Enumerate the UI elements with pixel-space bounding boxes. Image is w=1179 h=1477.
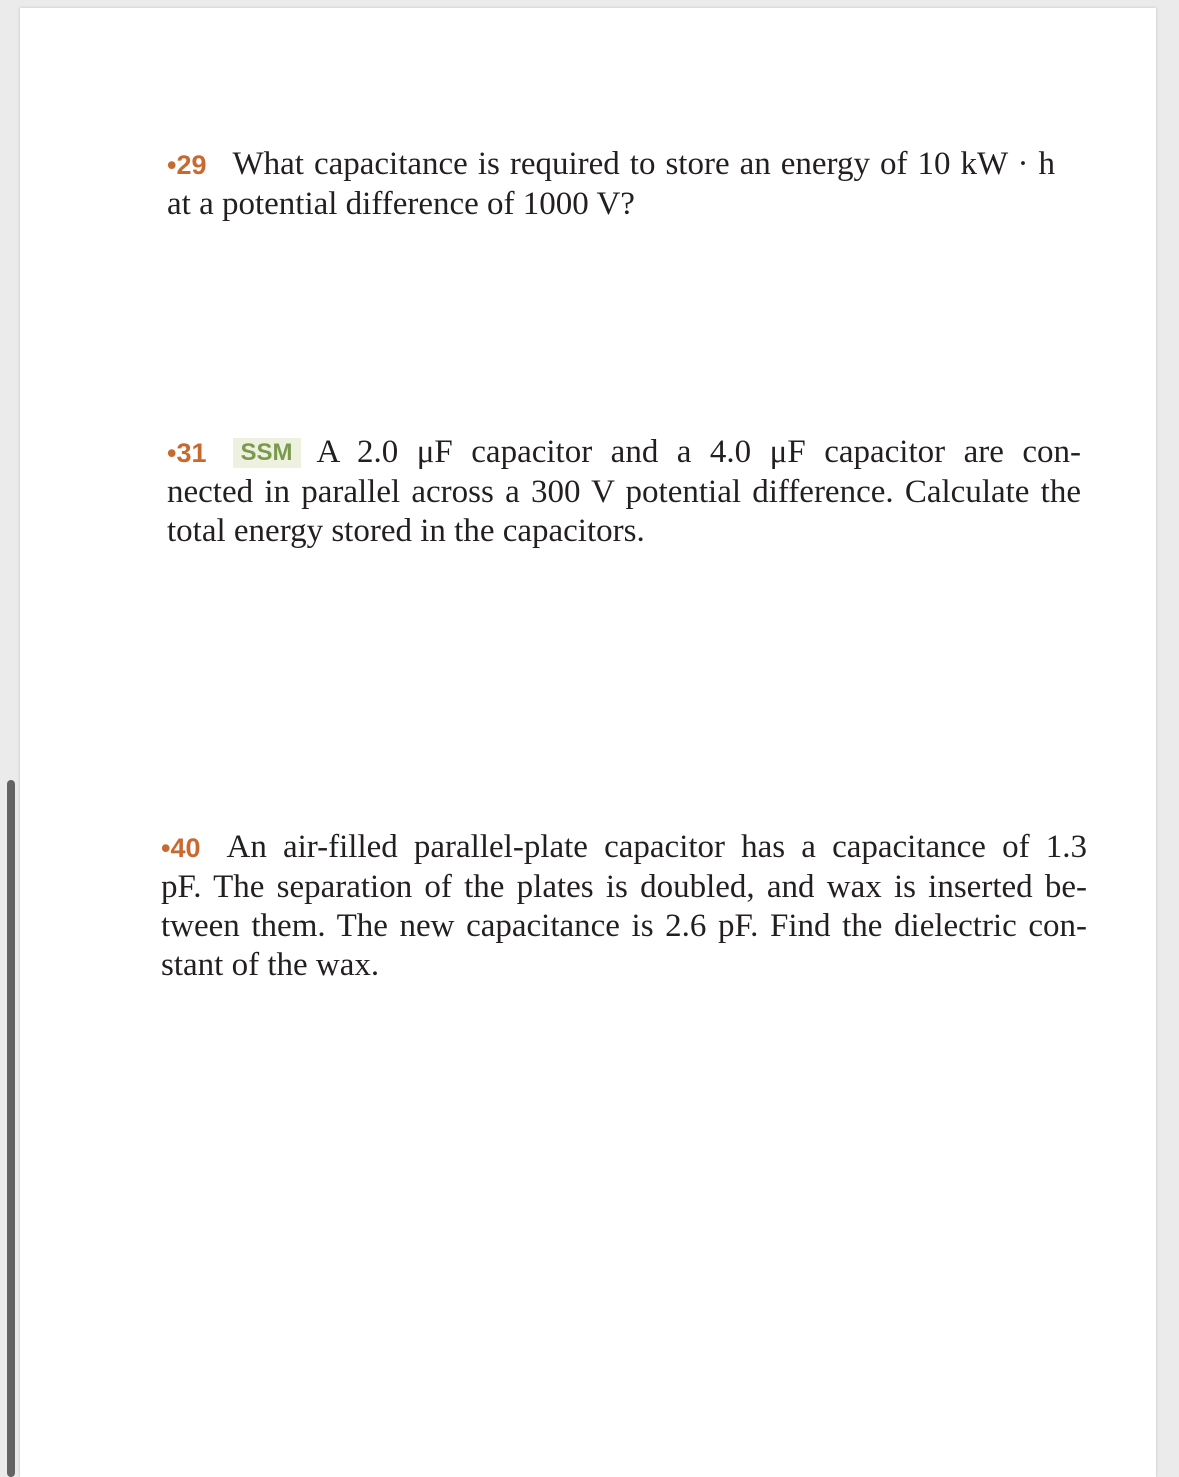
problem-number: •29: [167, 150, 207, 180]
problem-line: [167, 433, 1081, 473]
problem-31: [167, 433, 1081, 551]
problem-line: [161, 828, 1087, 868]
problem-line: at a potential difference of 1000 V?: [167, 186, 635, 222]
problem-line: total energy stored in the capacitors.: [167, 513, 645, 549]
problem-line: [167, 145, 1055, 185]
problem-29: [167, 145, 1055, 224]
problem-line: stant of the wax.: [161, 947, 380, 983]
problem-line: pF. The separation of the plates is doubled, and wax is inserted be-: [161, 869, 1087, 905]
problem-line: nected in parallel across a 300 V potential difference. Calculate the: [167, 474, 1081, 510]
problem-number: •40: [161, 833, 201, 863]
problem-line: tween them. The new capacitance is 2.6 pF. Find the dielectric con-: [161, 908, 1087, 944]
problem-number: •31: [167, 438, 207, 468]
ssm-badge: SSM: [233, 438, 301, 468]
problem-text: What capacitance is required to store an energy of 10 kW · h: [232, 146, 1055, 182]
problem-40: [161, 828, 1087, 985]
scroll-indicator[interactable]: [7, 780, 15, 1477]
document-page: [20, 8, 1156, 1477]
problem-text: A 2.0 μF capacitor and a 4.0 μF capacitor are con-: [316, 434, 1081, 470]
problem-text: An air-filled parallel-plate capacitor has a capacitance of 1.3: [226, 829, 1087, 865]
